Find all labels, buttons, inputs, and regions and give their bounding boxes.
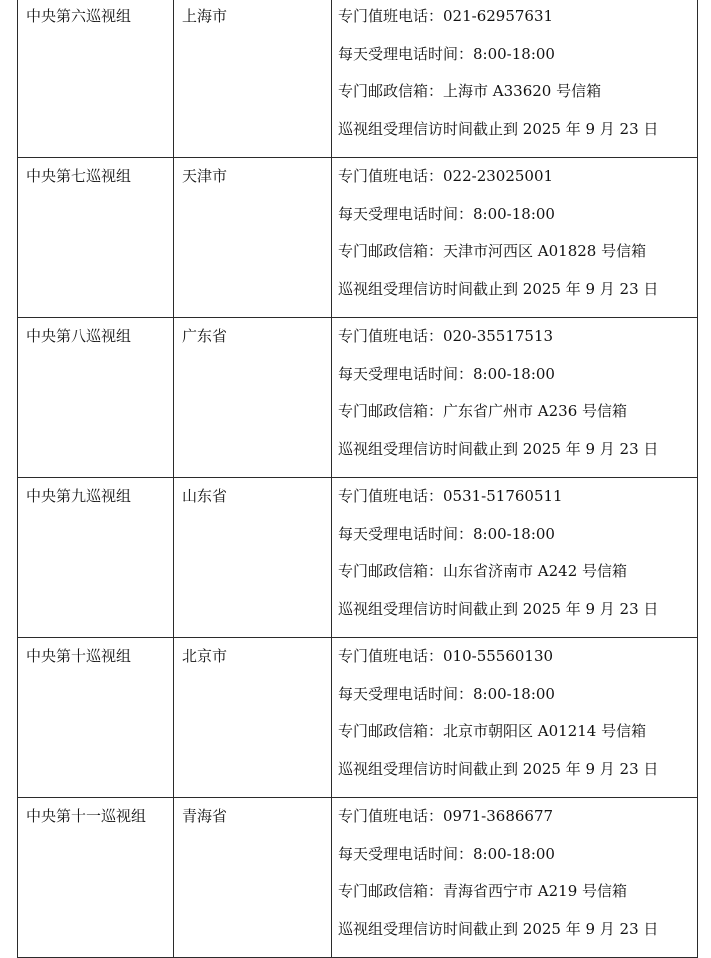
region-cell <box>174 158 332 318</box>
hotline-text: 专门值班电话：0531-51760511 <box>338 487 563 505</box>
team-name: 中央第十巡视组 <box>26 647 132 665</box>
team-cell <box>18 478 174 638</box>
hotline-text: 专门值班电话：021-62957631 <box>338 7 554 25</box>
mailbox-text: 专门邮政信箱：上海市 A33620 号信箱 <box>338 82 602 100</box>
mailbox-text: 专门邮政信箱：青海省西宁市 A219 号信箱 <box>338 882 628 900</box>
mailbox-text: 专门邮政信箱：广东省广州市 A236 号信箱 <box>338 402 628 420</box>
team-cell <box>18 638 174 798</box>
hours-text: 每天受理电话时间：8:00-18:00 <box>338 364 555 383</box>
table-row <box>18 158 698 318</box>
region-cell <box>174 798 332 958</box>
hotline-text: 专门值班电话：020-35517513 <box>338 327 554 345</box>
region-cell <box>174 0 332 158</box>
region-name: 青海省 <box>182 807 228 825</box>
deadline-text: 巡视组受理信访时间截止到 2025 年 9 月 23 日 <box>338 439 659 458</box>
team-cell <box>18 318 174 478</box>
hours-text: 每天受理电话时间：8:00-18:00 <box>338 684 555 703</box>
team-name: 中央第七巡视组 <box>26 167 132 185</box>
table-row <box>18 798 698 958</box>
hotline-text: 专门值班电话：0971-3686677 <box>338 807 554 825</box>
mailbox-text: 专门邮政信箱：山东省济南市 A242 号信箱 <box>338 562 628 580</box>
table-row <box>18 0 698 158</box>
region-name: 天津市 <box>182 167 228 185</box>
team-cell <box>18 798 174 958</box>
table-row <box>18 638 698 798</box>
deadline-text: 巡视组受理信访时间截止到 2025 年 9 月 23 日 <box>338 119 659 138</box>
table-row <box>18 318 698 478</box>
mailbox-text: 专门邮政信箱：北京市朝阳区 A01214 号信箱 <box>338 722 647 740</box>
team-name: 中央第十一巡视组 <box>26 807 147 825</box>
region-name: 北京市 <box>182 647 228 665</box>
region-name: 山东省 <box>182 487 228 505</box>
region-name: 上海市 <box>182 7 228 25</box>
deadline-text: 巡视组受理信访时间截止到 2025 年 9 月 23 日 <box>338 919 659 938</box>
team-name: 中央第六巡视组 <box>26 7 132 25</box>
team-cell <box>18 0 174 158</box>
hotline-text: 专门值班电话：010-55560130 <box>338 647 554 665</box>
hours-text: 每天受理电话时间：8:00-18:00 <box>338 204 555 223</box>
hours-text: 每天受理电话时间：8:00-18:00 <box>338 44 555 63</box>
mailbox-text: 专门邮政信箱：天津市河西区 A01828 号信箱 <box>338 242 647 260</box>
contact-cell <box>332 318 698 478</box>
team-name: 中央第八巡视组 <box>26 327 132 345</box>
region-cell <box>174 638 332 798</box>
contact-cell <box>332 158 698 318</box>
region-cell <box>174 318 332 478</box>
contact-cell <box>332 798 698 958</box>
team-name: 中央第九巡视组 <box>26 487 132 505</box>
hours-text: 每天受理电话时间：8:00-18:00 <box>338 524 555 543</box>
table-row <box>18 478 698 638</box>
region-name: 广东省 <box>182 327 228 345</box>
hours-text: 每天受理电话时间：8:00-18:00 <box>338 844 555 863</box>
team-cell <box>18 158 174 318</box>
contact-cell <box>332 478 698 638</box>
contact-cell <box>332 638 698 798</box>
deadline-text: 巡视组受理信访时间截止到 2025 年 9 月 23 日 <box>338 759 659 778</box>
deadline-text: 巡视组受理信访时间截止到 2025 年 9 月 23 日 <box>338 279 659 298</box>
region-cell <box>174 478 332 638</box>
inspection-team-table <box>17 0 698 958</box>
hotline-text: 专门值班电话：022-23025001 <box>338 167 554 185</box>
deadline-text: 巡视组受理信访时间截止到 2025 年 9 月 23 日 <box>338 599 659 618</box>
contact-cell <box>332 0 698 158</box>
